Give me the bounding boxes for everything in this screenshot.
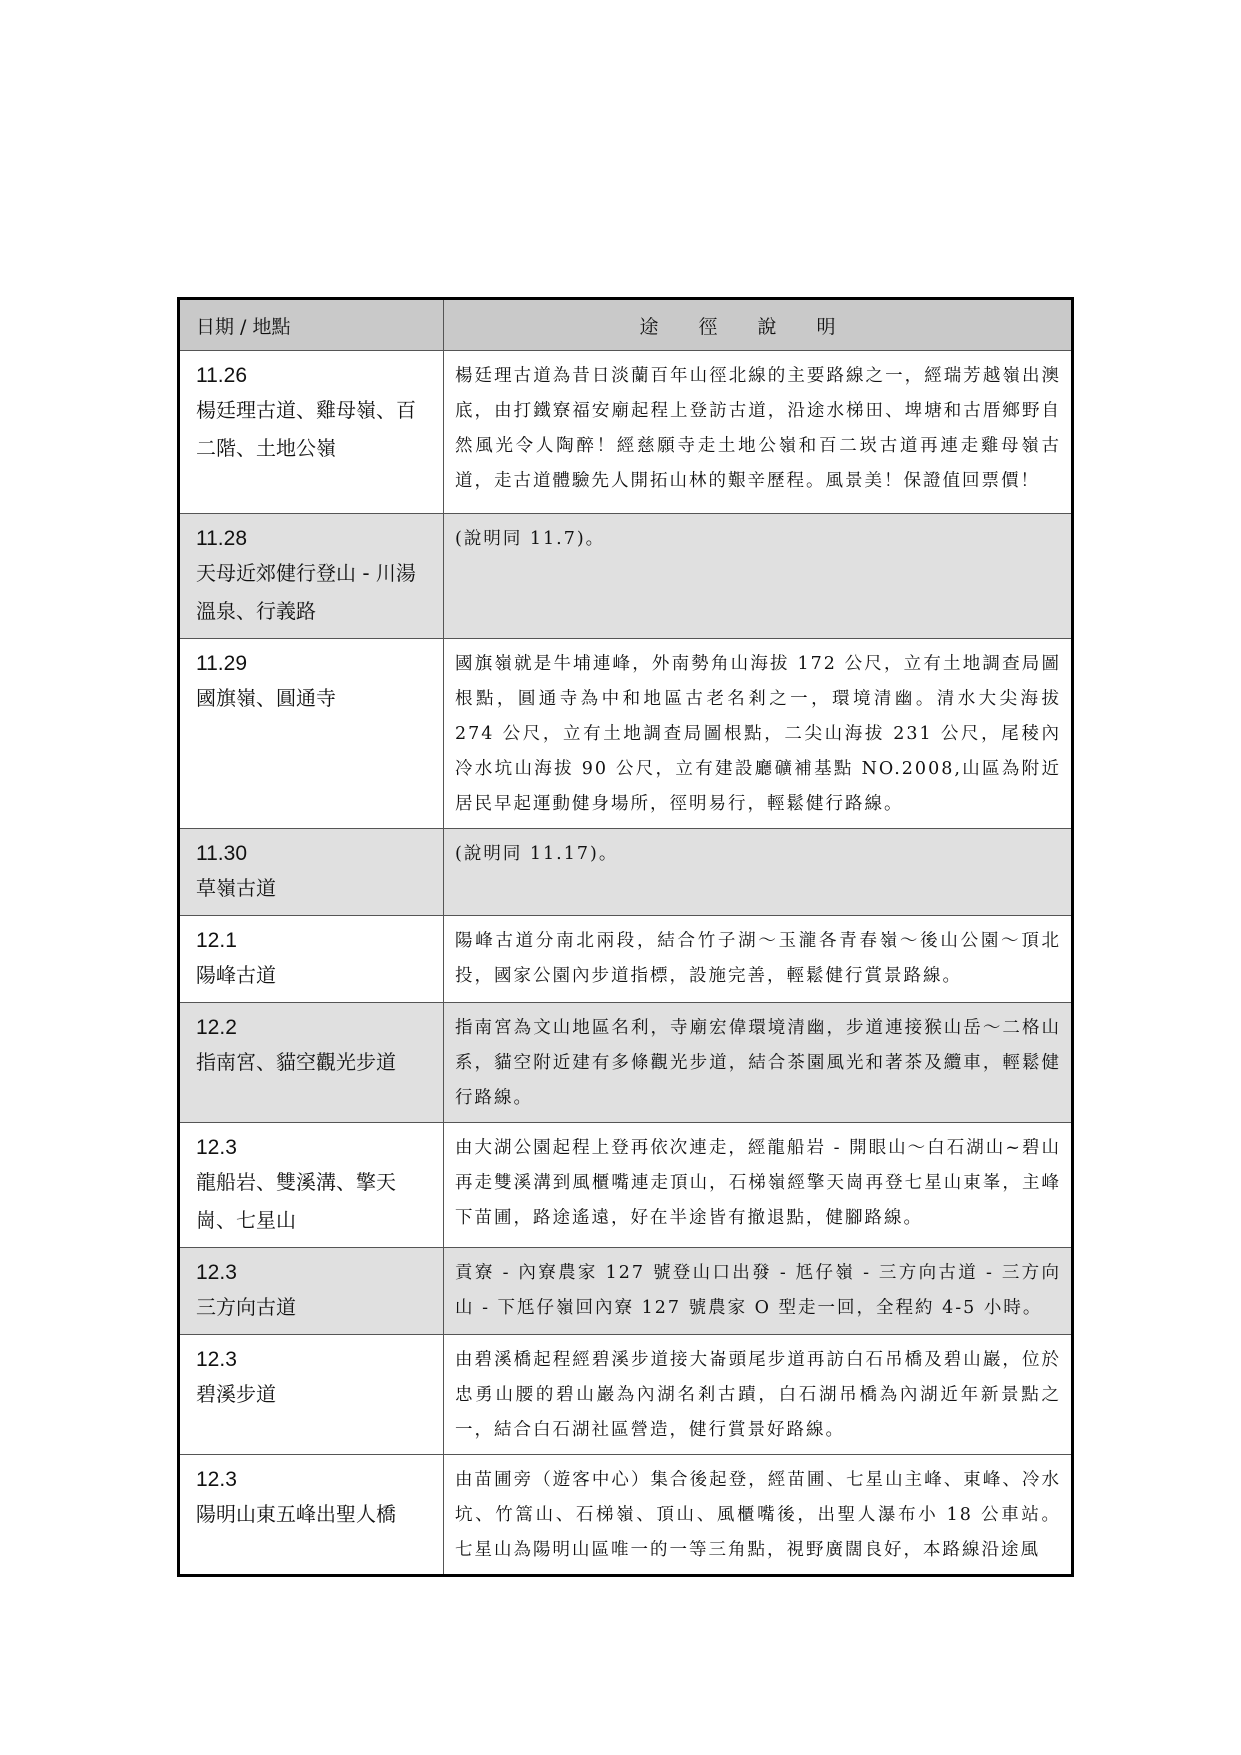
row-description: (說明同 11.7)。 [444, 514, 1073, 639]
row-date: 12.3 [196, 1348, 237, 1371]
row-description: 由大湖公園起程上登再依次連走，經龍船岩 - 開眼山～白石湖山~碧山再走雙溪溝到風櫃嘴連走頂山，石梯嶺經擎天崗再登七星山東峯，主峰下苗圃，路途遙遠，好在半途皆有撤退點，健腳路線。 [444, 1123, 1073, 1248]
header-route-description: 途徑說明 [444, 299, 1073, 351]
row-place: 草嶺古道 [196, 876, 276, 900]
row-date: 12.3 [196, 1468, 237, 1491]
table-header-row [179, 299, 1073, 351]
row-place: 國旗嶺、圓通寺 [196, 686, 336, 710]
table-row [179, 639, 1073, 829]
row-date: 11.26 [196, 364, 247, 387]
table-row [179, 351, 1073, 514]
row-description: 貢寮 - 內寮農家 127 號登山口出發 - 尪仔嶺 - 三方向古道 - 三方向山 - 下尪仔嶺回內寮 127 號農家 O 型走一回，全程約 4-5 小時。 [444, 1248, 1073, 1335]
table-row [179, 1003, 1073, 1123]
row-description: 由苗圃旁（遊客中心）集合後起登，經苗圃、七星山主峰、東峰、冷水坑、竹篙山、石梯嶺、頂山、風櫃嘴後，出聖人瀑布小 18 公車站。七星山為陽明山區唯一的一等三角點，視野廣闊良好，本路線沿途風 [444, 1455, 1073, 1576]
row-place: 陽明山東五峰出聖人橋 [196, 1502, 396, 1526]
row-date: 11.28 [196, 527, 247, 550]
table-row [179, 829, 1073, 916]
date-place-cell [179, 514, 444, 639]
table-row [179, 916, 1073, 1003]
row-description: 陽峰古道分南北兩段，結合竹子湖～玉瀧各青春嶺～後山公園～頂北投，國家公園內步道指標，設施完善，輕鬆健行賞景路線。 [444, 916, 1073, 1003]
row-date: 12.3 [196, 1261, 237, 1284]
header-date-place: 日期 / 地點 [179, 299, 444, 351]
date-place-cell [179, 1003, 444, 1123]
row-description: 國旗嶺就是牛埔連峰，外南勢角山海拔 172 公尺，立有土地調查局圖根點，圓通寺為中和地區古老名剎之一，環境清幽。清水大尖海拔 274 公尺，立有土地調查局圖根點，二尖山海拔 231 公尺，尾稜內冷水坑山海拔 90 公尺，立有建設廳礦補基點 NO.2008,山區為附近居民早起運動健身場所，徑明易行，輕鬆健行路線。 [444, 639, 1073, 829]
date-place-cell [179, 1335, 444, 1455]
row-place: 陽峰古道 [196, 963, 276, 987]
row-place: 龍船岩、雙溪溝、擎天崗、七星山 [196, 1170, 396, 1232]
row-description: 指南宮為文山地區名利，寺廟宏偉環境清幽，步道連接猴山岳～二格山系，貓空附近建有多條觀光步道，結合茶園風光和著茶及纜車，輕鬆健行路線。 [444, 1003, 1073, 1123]
row-place: 三方向古道 [196, 1295, 296, 1319]
itinerary-table [177, 297, 1074, 1577]
date-place-cell [179, 829, 444, 916]
date-place-cell [179, 1123, 444, 1248]
row-date: 11.30 [196, 842, 247, 865]
table-row [179, 514, 1073, 639]
table-row [179, 1123, 1073, 1248]
row-date: 12.1 [196, 929, 237, 952]
date-place-cell [179, 1455, 444, 1576]
row-description: (說明同 11.17)。 [444, 829, 1073, 916]
row-date: 11.29 [196, 652, 247, 675]
table-row [179, 1335, 1073, 1455]
row-description: 由碧溪橋起程經碧溪步道接大崙頭尾步道再訪白石吊橋及碧山巖，位於忠勇山腰的碧山巖為內湖名剎古蹟，白石湖吊橋為內湖近年新景點之一，結合白石湖社區營造，健行賞景好路線。 [444, 1335, 1073, 1455]
date-place-cell [179, 639, 444, 829]
row-place: 指南宮、貓空觀光步道 [196, 1050, 396, 1074]
row-place: 碧溪步道 [196, 1382, 276, 1406]
row-place: 楊廷理古道、雞母嶺、百二階、土地公嶺 [196, 398, 416, 460]
row-date: 12.2 [196, 1016, 237, 1039]
date-place-cell [179, 351, 444, 514]
row-place: 天母近郊健行登山 - 川湯溫泉、行義路 [196, 561, 416, 623]
table-row [179, 1455, 1073, 1576]
row-description: 楊廷理古道為昔日淡蘭百年山徑北線的主要路線之一，經瑞芳越嶺出澳底，由打鐵寮福安廟起程上登訪古道，沿途水梯田、埤塘和古厝鄉野自然風光令人陶醉！經慈願寺走土地公嶺和百二崁古道再連走雞母嶺古道，走古道體驗先人開拓山林的艱辛歷程。風景美！保證值回票價！ [444, 351, 1073, 514]
date-place-cell [179, 916, 444, 1003]
row-date: 12.3 [196, 1136, 237, 1159]
date-place-cell [179, 1248, 444, 1335]
table-row [179, 1248, 1073, 1335]
